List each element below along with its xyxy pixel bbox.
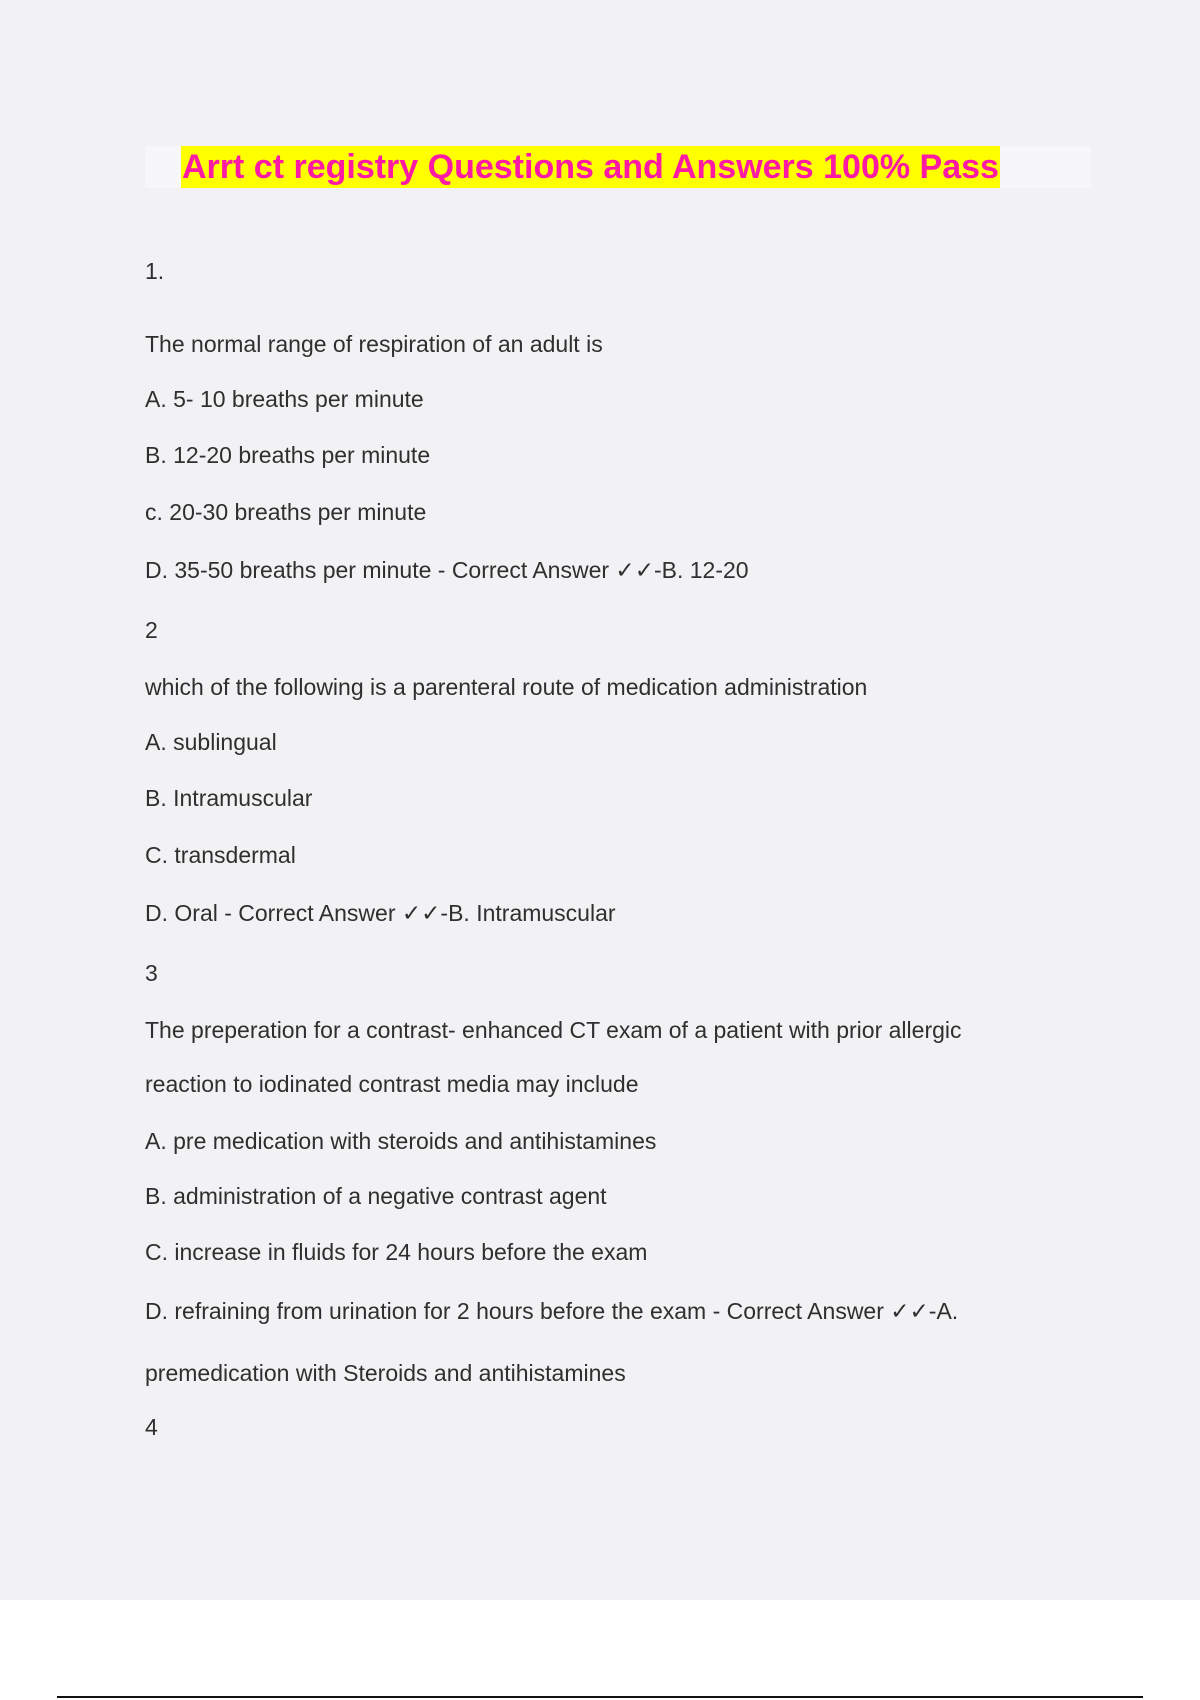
question-3-option-b: B. administration of a negative contrast agent [145,1183,607,1209]
question-3-answer-continued: premedication with Steroids and antihistamines [145,1360,626,1386]
question-2-option-d-answer: D. Oral - Correct Answer ✓✓-B. Intramuscular [145,900,616,926]
question-2-option-a: A. sublingual [145,729,277,755]
question-1-option-a: A. 5- 10 breaths per minute [145,386,424,412]
document-title: Arrt ct registry Questions and Answers 100% Pass [182,148,999,186]
question-3-text-line-2: reaction to iodinated contrast media may include [145,1071,639,1097]
question-3-option-a: A. pre medication with steroids and antihistamines [145,1128,657,1154]
question-3-option-c: C. increase in fluids for 24 hours before the exam [145,1239,648,1265]
question-1-option-c: c. 20-30 breaths per minute [145,499,427,525]
question-1-option-d-answer: D. 35-50 breaths per minute - Correct Answer ✓✓-B. 12-20 [145,557,749,583]
question-4-number: 4 [145,1414,158,1440]
question-3-number: 3 [145,960,158,986]
question-2-option-b: B. Intramuscular [145,785,313,811]
question-3-option-d-answer: D. refraining from urination for 2 hours before the exam - Correct Answer ✓✓-A. [145,1298,959,1324]
question-2-text: which of the following is a parenteral route of medication administration [145,674,868,700]
question-2-option-c: C. transdermal [145,842,296,868]
question-1-text: The normal range of respiration of an adult is [145,331,603,357]
question-2-number: 2 [145,617,158,643]
question-1-option-b: B. 12-20 breaths per minute [145,442,431,468]
question-1-number: 1. [145,258,165,284]
footer-divider [57,1696,1143,1698]
question-3-text-line-1: The preperation for a contrast- enhanced CT exam of a patient with prior allergic [145,1017,962,1043]
